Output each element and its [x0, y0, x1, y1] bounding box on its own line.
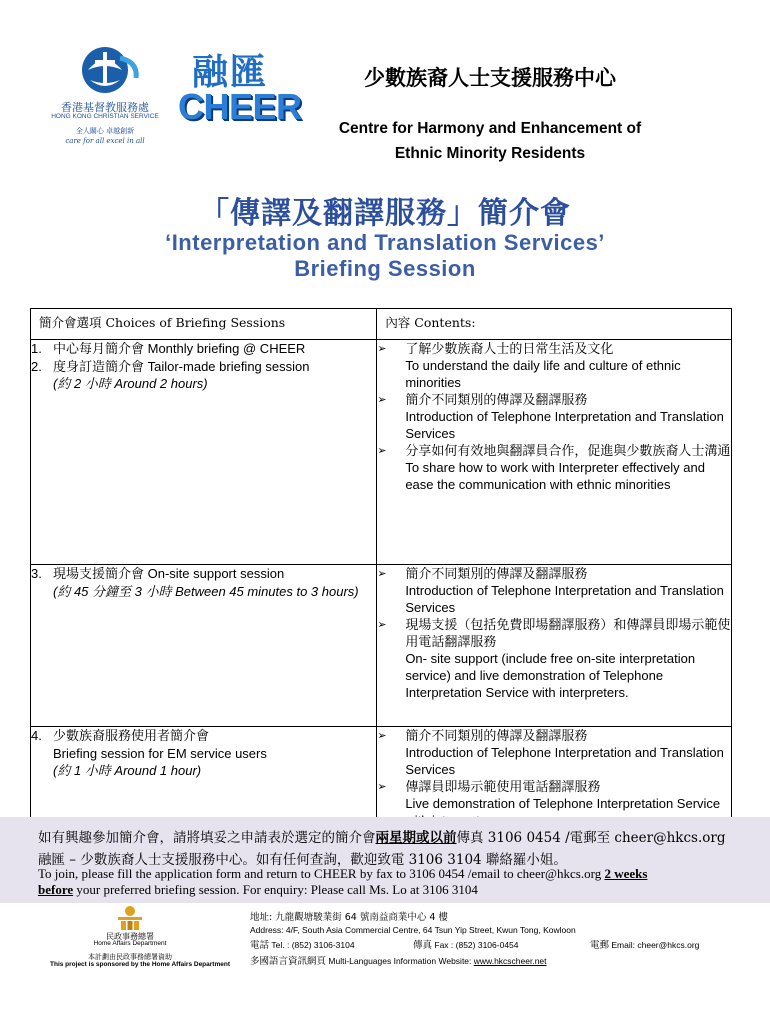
bullet-text: 簡介不同類別的傳譯及翻譯服務 Introduction of Telephone Interpretation and Translation Services: [405, 728, 724, 777]
fax-value: Fax : (852) 3106-0454: [434, 940, 519, 950]
session-choice-cell: [31, 565, 377, 727]
session-duration: (約 45 分鐘至 3 小時 Between 45 minutes to 3 hours): [53, 583, 359, 599]
bullet-text: 傳譯員即場示範使用電話翻譯服務 Live demonstration of Telephone Interpretation Service: [405, 779, 721, 811]
arrow-bullet-icon: ➢: [377, 781, 387, 793]
had-emblem-icon: [112, 904, 148, 932]
hkcs-name-zh: 香港基督教服務處: [61, 101, 149, 114]
arrow-bullet-icon: ➢: [377, 343, 387, 355]
join-enquiry-en: your preferred briefing session. For enquiry: Please call Ms. Lo at 3106 3104: [73, 882, 478, 897]
session-contents-cell: [377, 565, 732, 727]
website-link[interactable]: www.hkcscheer.net: [473, 956, 547, 966]
session-duration: (約 2 小時 Around 2 hours): [53, 376, 208, 391]
address-zh: 地址: 九龍觀塘駿業街 64 號南益商業中心 4 樓: [250, 912, 448, 923]
arrow-bullet-icon: ➢: [377, 619, 387, 631]
session-duration: (約 1 小時 Around 1 hour): [53, 763, 202, 778]
content-bullet: [377, 727, 731, 778]
content-bullet: [377, 340, 731, 391]
table-row: [31, 565, 732, 727]
arrow-bullet-icon: ➢: [377, 445, 387, 457]
bullet-text: 簡介不同類別的傳譯及翻譯服務 Introduction of Telephone Interpretation and Translation Services: [405, 566, 724, 615]
fax-label: 傳真: [413, 940, 433, 951]
sponsor-text-zh: 本計劃由民政事務總署資助: [88, 953, 172, 961]
join-text-en: [38, 866, 738, 898]
address-en: Address: 4/F, South Asia Commercial Centre, 64 Tsun Yip Street, Kwun Tong, Kowloon: [250, 925, 576, 935]
table-header-choices: 簡介會選項 Choices of Briefing Sessions: [31, 309, 377, 340]
content-bullet: [377, 442, 731, 493]
web-label-en: Multi-Languages Information Website:: [328, 956, 474, 966]
bullet-text: 分享如何有效地與翻譯員合作，促進與少數族裔人士溝通 To share how to work with Interpreter effectively and ease the communication with ethnic minorities: [405, 443, 731, 492]
bullet-text: 了解少數族裔人士的日常生活及文化 To understand the daily life and culture of ethnic minorities: [405, 341, 681, 390]
session-number: 3.: [31, 566, 42, 581]
join-text-zh-part: 如有興趣參加簡介會，請將填妥之申請表於選定的簡介會: [38, 830, 376, 846]
join-text-en-part: To join, please fill the application form and return to CHEER by fax to 3106 0454 /email to cheer@hkcs.org: [38, 866, 605, 881]
table-header-contents: 內容 Contents:: [377, 309, 732, 340]
arrow-bullet-icon: ➢: [377, 568, 387, 580]
session-number: 4.: [31, 728, 42, 743]
join-text-zh-line2: 融匯 – 少數族裔人士支援服務中心。如有任何查詢，歡迎致電 3106 3104 聯絡羅小姐。: [38, 852, 567, 868]
session-contents-cell: [377, 340, 732, 565]
web-label-zh: 多國語言資訊網頁: [250, 956, 327, 967]
table-row: [31, 340, 732, 565]
tel-label: 電話: [250, 940, 270, 951]
sponsor-text-en: This project is sponsored by the Home Affairs Department: [50, 961, 230, 968]
join-contact-zh: 傳真 3106 0454 /電郵至 cheer@hkcs.org: [456, 830, 726, 846]
join-deadline-en: 2 weeks: [604, 866, 648, 881]
session-number: 2.: [31, 358, 42, 374]
centre-name-en-line2: Ethnic Minority Residents: [394, 145, 586, 162]
page-title-en: [0, 230, 770, 282]
table-header-row: [31, 309, 732, 340]
session-label: 少數族裔服務使用者簡介會 Briefing session for EM service users: [53, 728, 267, 761]
sessions-table: [30, 308, 732, 835]
cheer-logo-zh: 融匯: [192, 52, 269, 93]
page-title-en-line2: Briefing Session: [294, 256, 476, 281]
session-item: [31, 358, 376, 376]
content-bullet: [377, 616, 731, 701]
bullet-text: 簡介不同類別的傳譯及翻譯服務 Introduction of Telephone Interpretation and Translation Services: [405, 392, 724, 441]
join-deadline-zh: 兩星期或以前: [375, 830, 457, 846]
session-choice-cell: [31, 340, 377, 565]
centre-name-en: [300, 116, 680, 166]
page-title-en-line1: ‘Interpretation and Translation Services’: [165, 230, 605, 255]
content-bullet: [377, 565, 731, 616]
cheer-logo-en: CHEER: [178, 86, 302, 127]
had-name-zh: 民政事務總署: [106, 932, 154, 941]
session-item: [31, 340, 376, 358]
bullet-text: 現場支援（包括免費即場翻譯服務）和傳譯員即場示範使用電話翻譯服務 On- site support (include free on-site interpretation service) and live demonstration of Telephone Interpretation Service with interpreters.: [405, 617, 731, 700]
session-label: 中心每月簡介會 Monthly briefing @ CHEER: [53, 341, 306, 356]
centre-name-en-line1: Centre for Harmony and Enhancement of: [338, 120, 642, 137]
session-number: 1.: [31, 341, 42, 356]
had-name-en: Home Affairs Department: [93, 940, 167, 947]
hkcs-name-en: HONG KONG CHRISTIAN SERVICE: [51, 113, 159, 120]
tel-value: Tel. : (852) 3106-3104: [271, 940, 355, 950]
hkcs-slogan-zh: 全人關心 卓越創新: [75, 127, 135, 135]
session-item: [31, 727, 376, 762]
email-value: Email: cheer@hkcs.org: [611, 940, 700, 950]
content-bullet: [377, 391, 731, 442]
fax: [413, 937, 519, 951]
centre-name-zh: 少數族裔人士支援服務中心: [364, 66, 616, 90]
hkcs-slogan-en: care for all excel in all: [65, 137, 145, 145]
email-label: 電郵: [590, 940, 610, 951]
session-item: [31, 565, 376, 583]
telephone: [250, 937, 355, 951]
join-text-zh-line1: [38, 826, 726, 846]
session-label: 度身訂造簡介會 Tailor-made briefing session: [53, 358, 310, 374]
join-deadline-en-2: before: [38, 882, 74, 897]
arrow-bullet-icon: ➢: [377, 730, 387, 742]
page-title-zh: 「傳譯及翻譯服務」簡介會: [199, 196, 571, 231]
website: [250, 953, 547, 967]
email: [590, 937, 699, 951]
arrow-bullet-icon: ➢: [377, 394, 387, 406]
session-label: 現場支援簡介會 On-site support session: [53, 566, 285, 581]
